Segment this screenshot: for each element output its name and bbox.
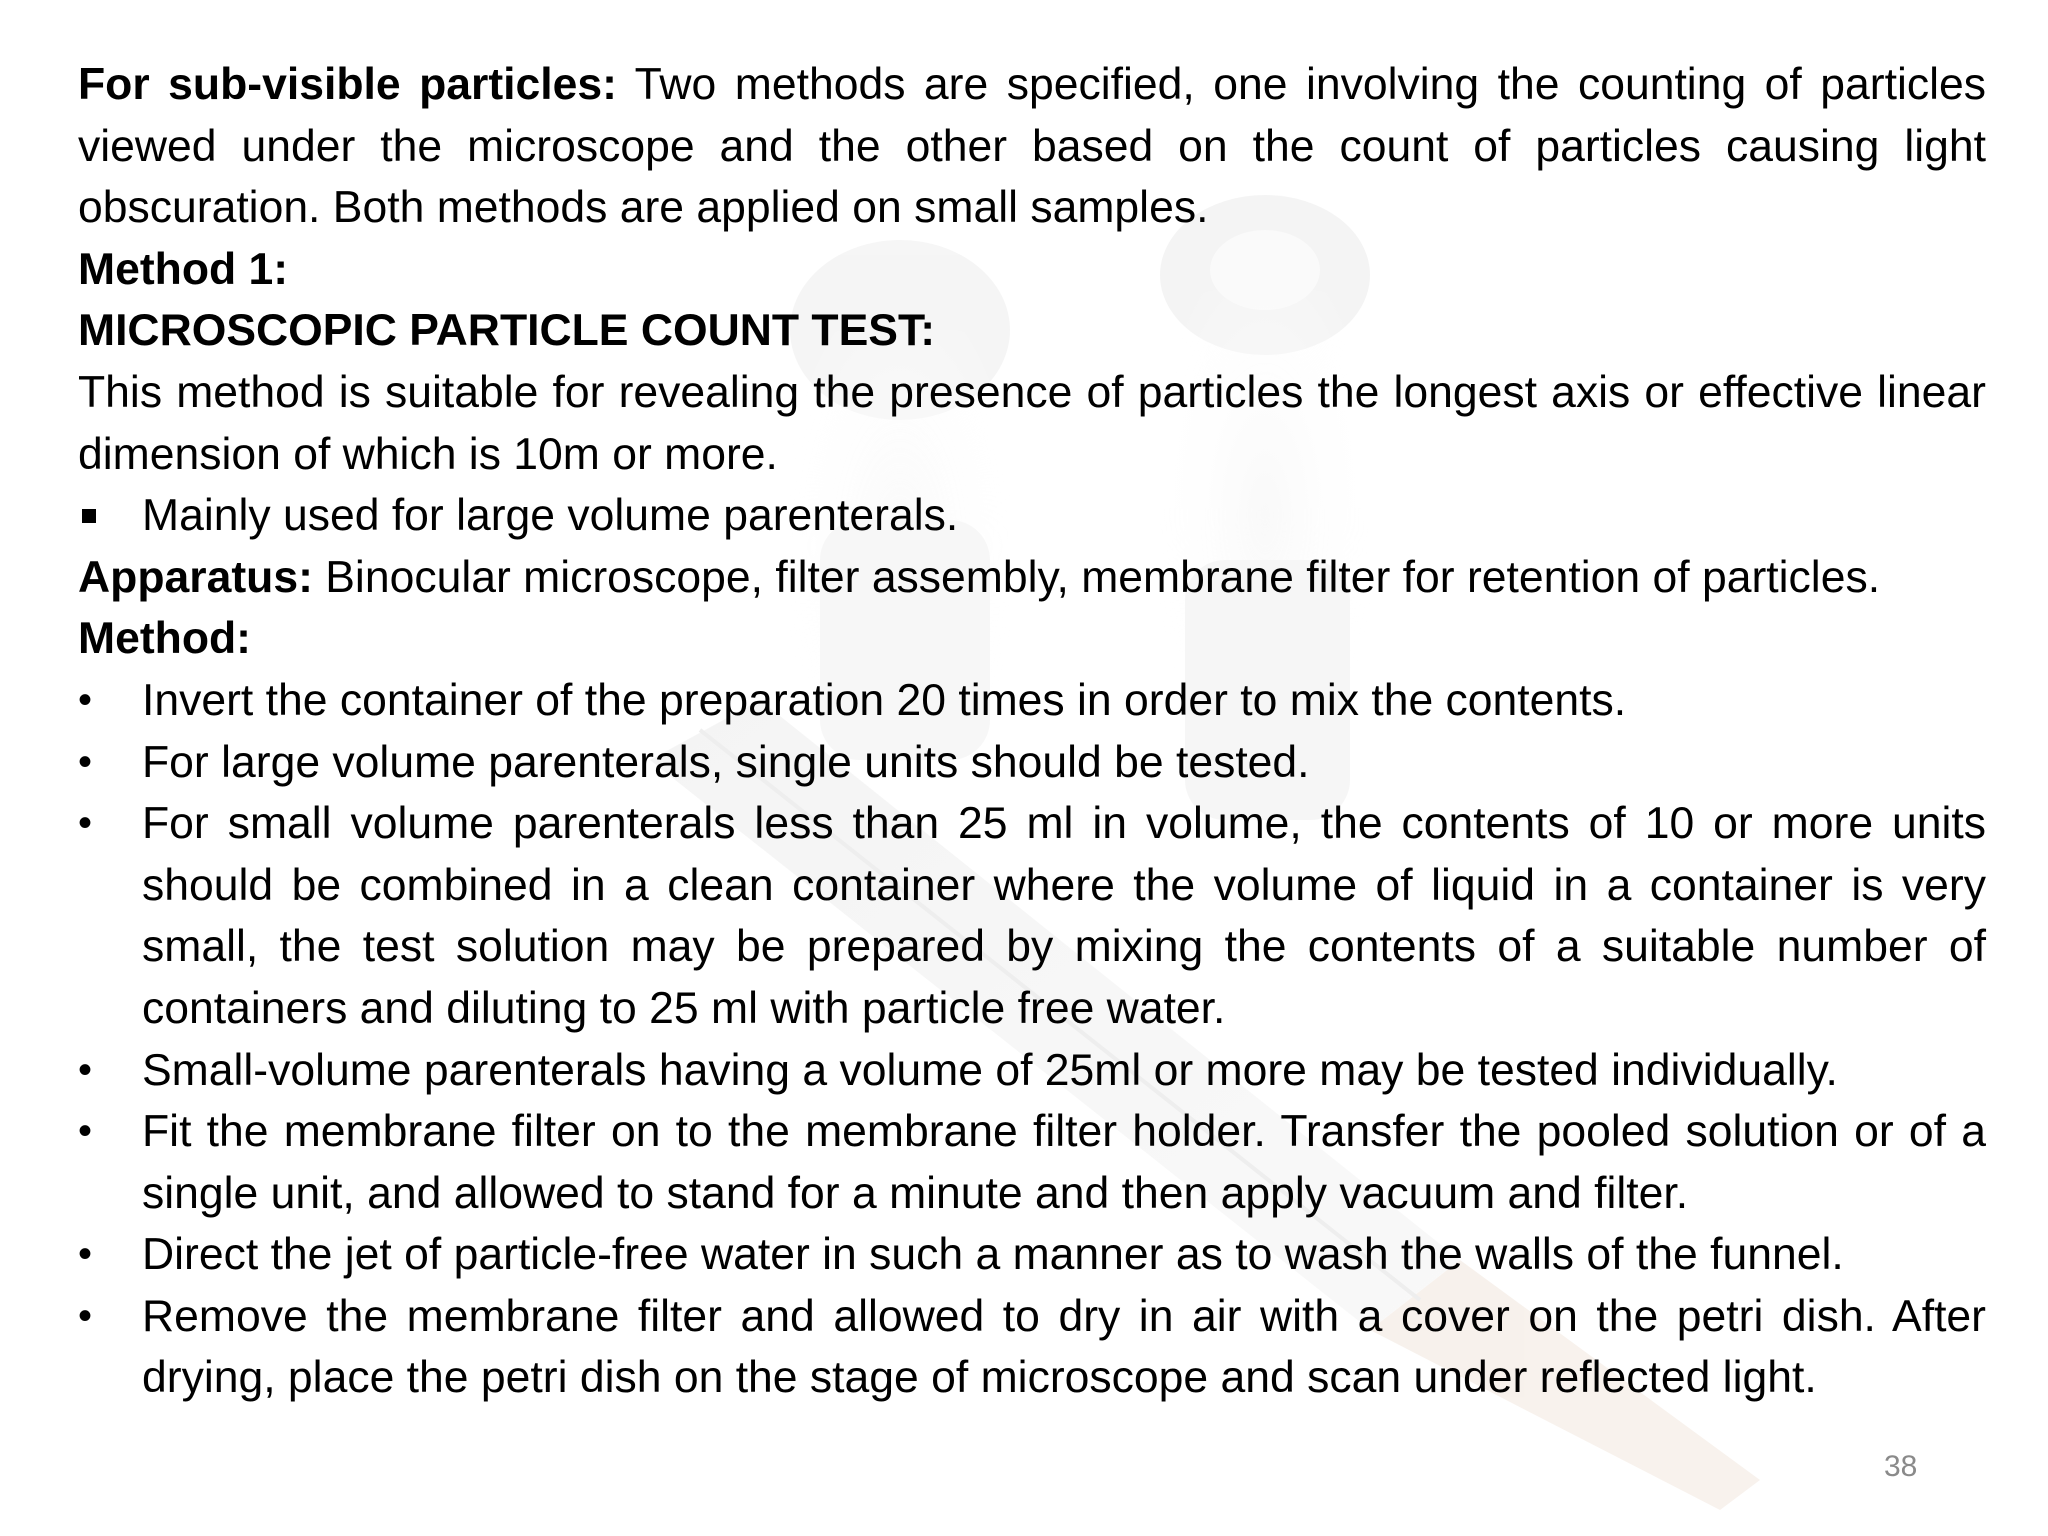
list-item [78, 732, 1986, 794]
list-item-text: Small-volume parenterals having a volume of 25ml or more may be tested individually. [142, 1045, 1838, 1095]
apparatus-text: Binocular microscope, filter assembly, membrane filter for retention of particles. [312, 552, 1881, 602]
test-description: This method is suitable for revealing the presence of particles the longest axis or effective linear dimension of which is 10m or more. [78, 367, 1986, 479]
list-item-text: Remove the membrane filter and allowed to dry in air with a cover on the petri dish. After drying, place the petri dish on the stage of microscope and scan under reflected light. [142, 1291, 1986, 1403]
square-bullet-list [78, 485, 1986, 547]
apparatus-label: Apparatus: [78, 552, 313, 602]
method-steps-list [78, 670, 1986, 1409]
square-bullet-icon [82, 509, 96, 523]
dot-bullet-icon: • [78, 677, 93, 722]
intro-text: Two methods are specified, one involving the counting of particles viewed under the microscope and the other based on the count of particles causing light obscuration. Both methods are applied on small samples. [78, 60, 1986, 233]
method1-heading: Method 1: [78, 244, 289, 294]
apparatus-paragraph [78, 547, 1986, 609]
slide-content [78, 54, 1986, 1409]
list-item-text: For small volume parenterals less than 25 ml in volume, the contents of 10 or more units should be combined in a clean container where the volume of liquid in a container is very small, the test solution may be prepared by mixing the contents of a suitable number of containers and diluting to 25 ml with particle free water. [142, 799, 1986, 1033]
dot-bullet-icon: • [78, 1047, 93, 1092]
list-item-text: For large volume parenterals, single units should be tested. [142, 737, 1310, 787]
test-heading: MICROSCOPIC PARTICLE COUNT TEST: [78, 306, 936, 356]
list-item [78, 1224, 1986, 1286]
dot-bullet-icon: • [78, 801, 93, 846]
list-item-text: Mainly used for large volume parenterals. [142, 491, 959, 541]
list-item [78, 1286, 1986, 1409]
list-item [78, 1101, 1986, 1224]
list-item [78, 670, 1986, 732]
list-item [78, 1040, 1986, 1102]
list-item-text: Direct the jet of particle-free water in such a manner as to wash the walls of the funnel. [142, 1230, 1844, 1280]
dot-bullet-icon: • [78, 1109, 93, 1154]
method-heading: Method: [78, 614, 252, 664]
list-item-text: Fit the membrane filter on to the membrane filter holder. Transfer the pooled solution or of a single unit, and allowed to stand for a minute and then apply vacuum and filter. [142, 1107, 1986, 1218]
dot-bullet-icon: • [78, 739, 93, 784]
dot-bullet-icon: • [78, 1293, 93, 1338]
list-item-text: Invert the container of the preparation 20 times in order to mix the contents. [142, 675, 1627, 725]
intro-label: For sub-visible particles: [78, 60, 617, 109]
list-item [78, 793, 1986, 1039]
list-item [78, 485, 1986, 547]
page-number: 38 [1884, 1450, 1918, 1483]
intro-paragraph [78, 54, 1986, 239]
dot-bullet-icon: • [78, 1232, 93, 1277]
